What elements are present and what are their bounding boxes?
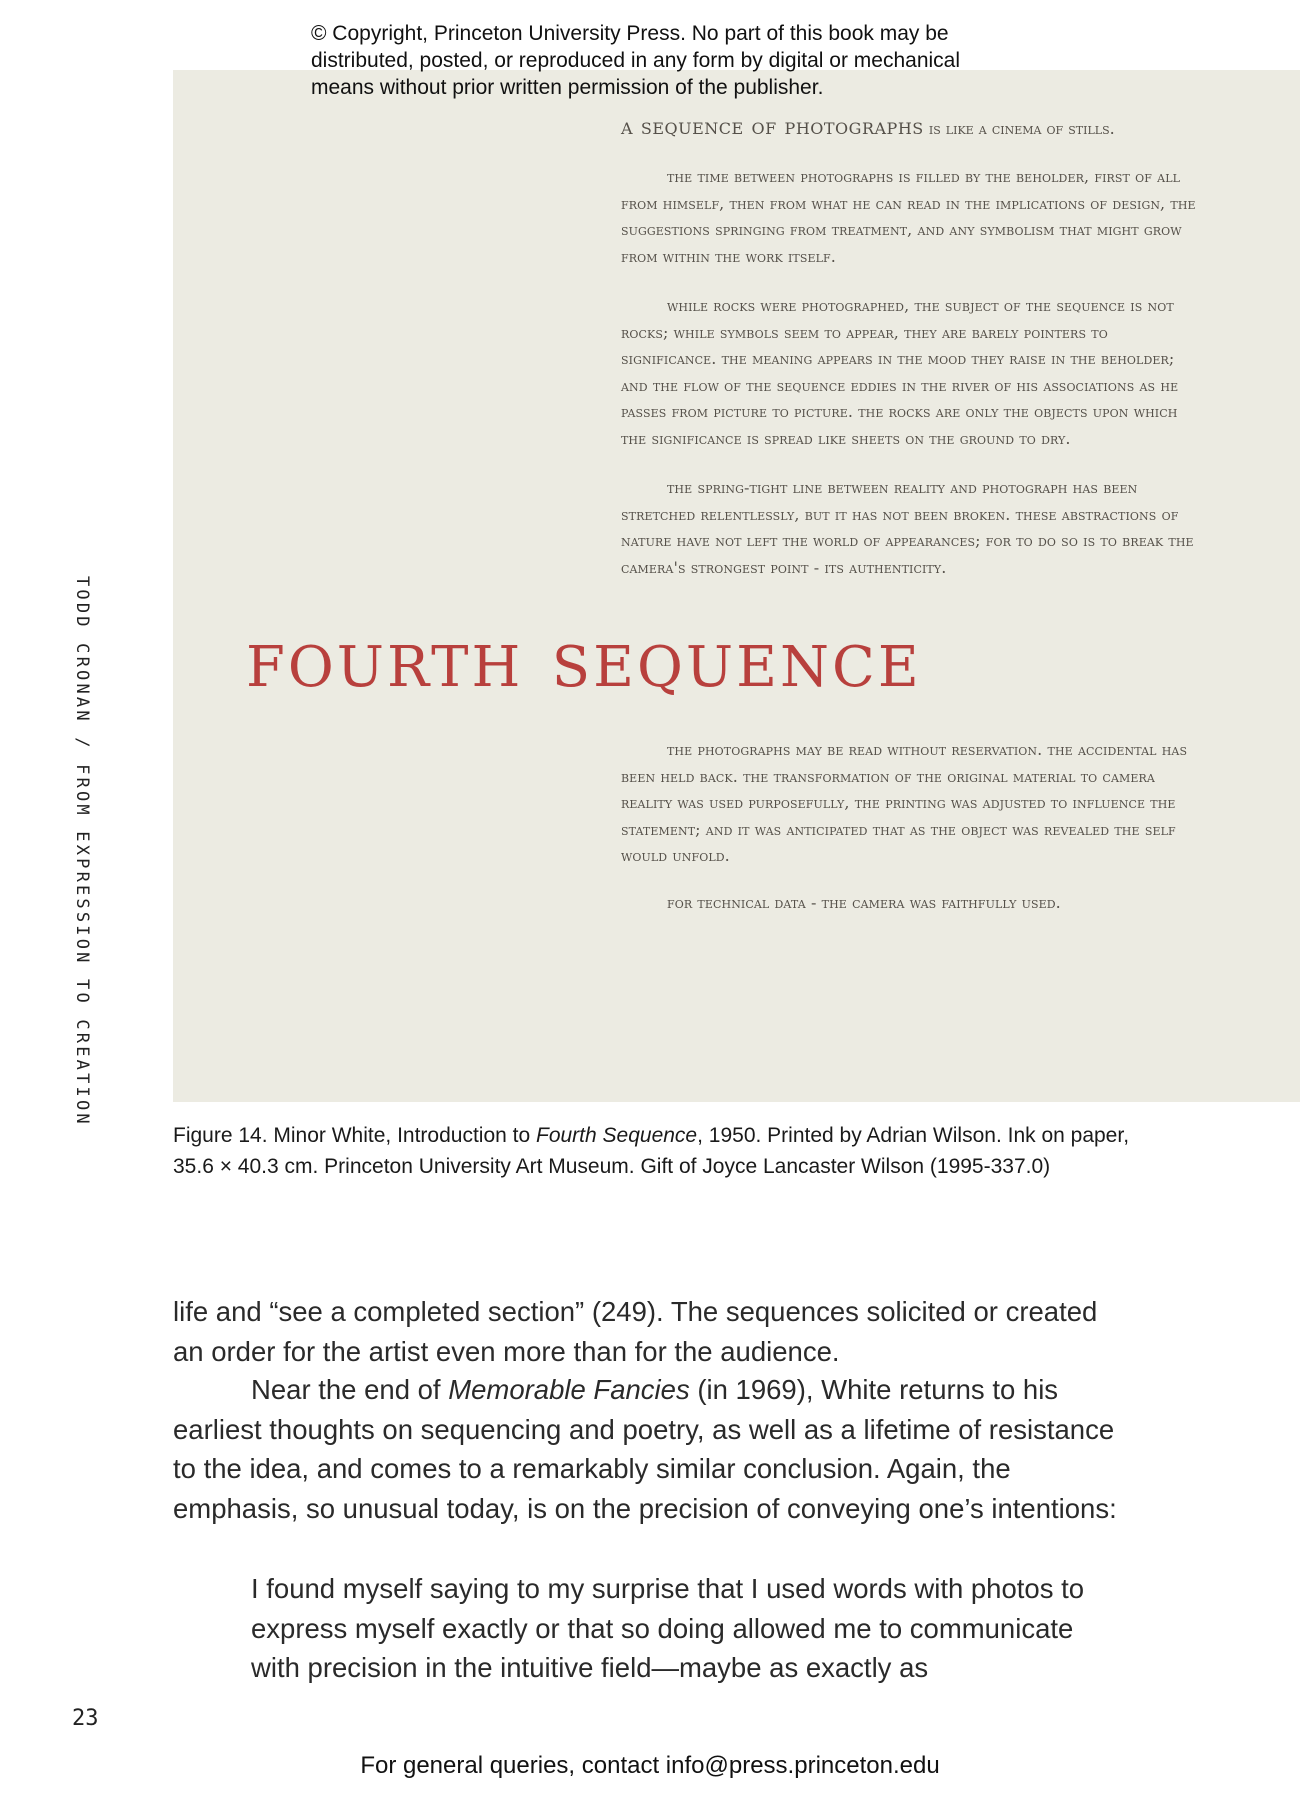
- figure-lead-rest: is like a cinema of stills.: [928, 119, 1115, 138]
- figure-paragraph-5: for technical data - the camera was faithfully used.: [667, 893, 1061, 912]
- figure-title: fourth sequence: [246, 612, 922, 705]
- figure-paragraph-4: the photographs may be read without reservation. the accidental has been held back. the transformation of the original material to camera reality was used purposefully, the printing was adjusted to influence the statement; and it was anticipated that as the object was revealed the self would unfold.: [621, 740, 1188, 865]
- caption-title: Fourth Sequence: [536, 1124, 698, 1147]
- figure-lead-line: [621, 114, 1221, 140]
- figure-paragraph-2: while rocks were photographed, the subject of the sequence is not rocks; while symbols seem to appear, they are barely pointers to significance. the meaning appears in the mood they raise in the beholder; and the flow of the sequence eddies in the river of his associations as he passes from picture to picture. the rocks are only the objects upon which the significance is spread like sheets on the ground to dry.: [621, 296, 1179, 448]
- body-paragraph-2: [173, 1370, 1133, 1528]
- running-head: TODD CRONAN / FROM EXPRESSION TO CREATION: [72, 576, 92, 1127]
- body-paragraph-2-post: (in 1969), White returns to his earliest thoughts on sequencing and poetry, as well as a lifetime of resistance to the idea, and comes to a remarkably similar conclusion. Again, the emphasis, so unusual today, is on the precision of conveying one’s intentions:: [173, 1374, 1117, 1524]
- caption-text-pre: Figure 14. Minor White, Introduction to: [173, 1124, 536, 1147]
- page-number: 23: [72, 1706, 99, 1731]
- figure-paragraph-1: the time between photographs is filled by the beholder, first of all from himself, then from what he can read in the implications of design, the suggestions springing from treatment, and any symbolism that might grow from within the work itself.: [621, 167, 1196, 266]
- copyright-notice: © Copyright, Princeton University Press. No part of this book may be distributed, posted, or reproduced in any form by digital or mechanical means without prior written permission of the publisher.: [311, 22, 961, 99]
- caption-text-post: , 1950. Printed by Adrian Wilson. Ink on paper, 35.6 × 40.3 cm. Princeton University Art Museum. Gift of Joyce Lancaster Wilson (1995-337.0): [173, 1124, 1130, 1178]
- book-title: Memorable Fancies: [448, 1374, 690, 1405]
- figure-lead-big: a sequence of photographs: [621, 114, 924, 140]
- footer-contact: For general queries, contact info@press.princeton.edu: [360, 1752, 940, 1779]
- figure-caption: [173, 1120, 1173, 1182]
- figure-paragraph-3: the spring-tight line between reality and photograph has been stretched relentlessly, but it has not been broken. these abstractions of nature have not left the world of appearances; for to do so is to break the camera's strongest point - its authenticity.: [621, 478, 1194, 577]
- block-quote: I found myself saying to my surprise that I used words with photos to express myself exactly or that so doing allowed me to communicate with precision in the intuitive field—maybe as exactly as: [251, 1573, 1085, 1683]
- body-paragraph-1: life and “see a completed section” (249). The sequences solicited or created an order for the artist even more than for the audience.: [173, 1296, 1098, 1367]
- body-paragraph-2-pre: Near the end of: [251, 1374, 449, 1405]
